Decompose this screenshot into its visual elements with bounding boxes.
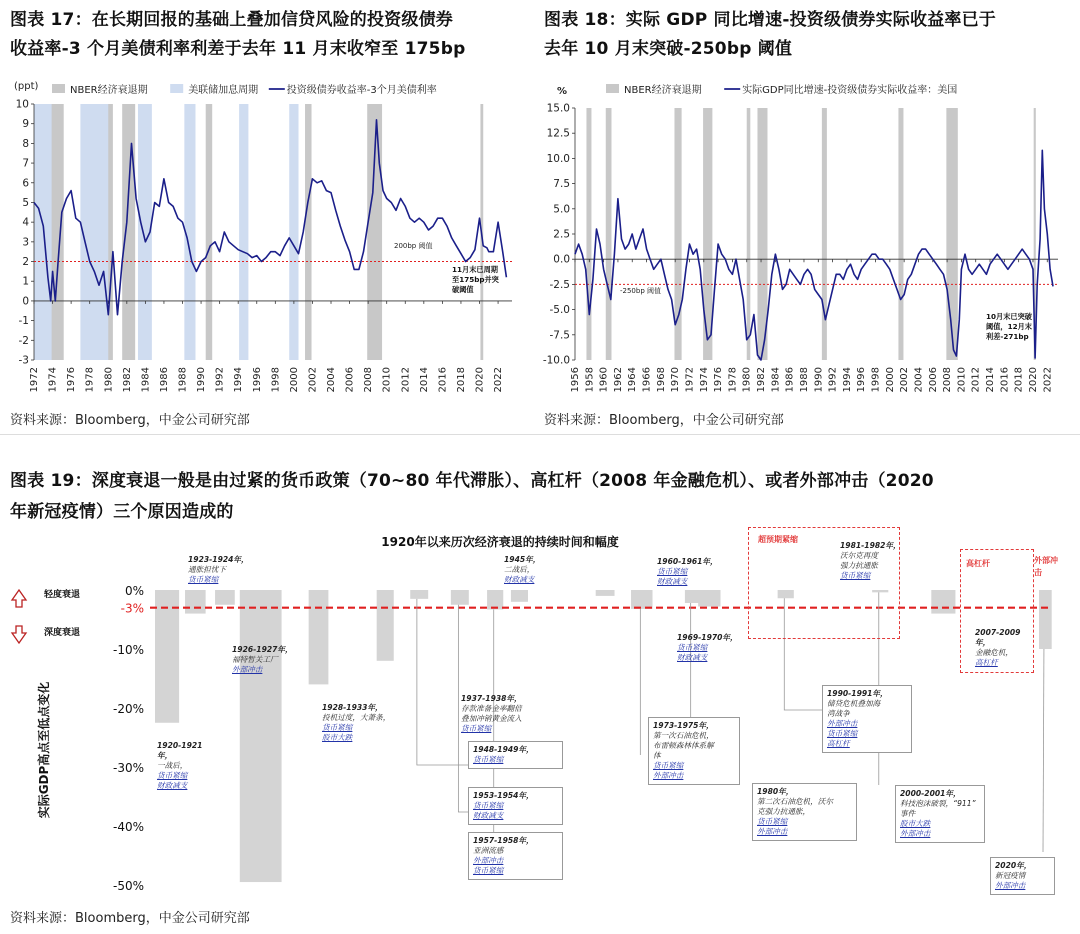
x-tick-label: 1978 — [84, 367, 96, 393]
legend-deep-label: 深度衰退 — [44, 628, 81, 638]
x-tick-label: 2008 — [942, 367, 954, 393]
y-tick-label: -20% — [112, 702, 144, 716]
y-tick-label: -40% — [112, 820, 144, 834]
x-tick-label: 1994 — [841, 367, 853, 393]
annotation-desc: 克强力抗通胀， — [757, 807, 811, 816]
y-tick-label: 0% — [124, 584, 144, 598]
annotation-7 — [468, 787, 563, 825]
x-tick-label: 2002 — [899, 367, 911, 393]
recession-band-0 — [52, 104, 64, 360]
threshold-label: -3% — [120, 601, 144, 616]
annotation-tag: 货币紧缩 — [461, 724, 492, 733]
annotation-15 — [895, 785, 985, 843]
legend-swatch-0 — [52, 84, 65, 93]
fig19-chart-title: 1920年以来历次经济衰退的持续时间和幅度 — [381, 535, 619, 549]
x-tick-label: 2000 — [288, 367, 300, 393]
y-tick-label: 10 — [15, 98, 29, 111]
recession-band-7 — [898, 108, 903, 360]
group-label-1: 高杠杆 — [966, 559, 990, 568]
group-label-2: 外部冲击 — [1034, 556, 1058, 577]
fig18-source: 资料来源：Bloomberg，中金公司研究部 — [544, 413, 784, 428]
legend-label-0: NBER经济衰退期 — [624, 85, 702, 96]
end-annotation-line: 至175bp并突 — [452, 275, 499, 284]
y-tick-label: -30% — [112, 761, 144, 775]
x-tick-label: 1976 — [66, 367, 78, 393]
y-tick-label: -7.5 — [549, 329, 570, 342]
annotation-period: 1948-1949年， — [473, 745, 534, 754]
y-tick-label: 5.0 — [553, 203, 570, 216]
x-tick-label: 1996 — [251, 367, 263, 393]
x-tick-label: 2010 — [956, 367, 968, 393]
x-tick-label: 1988 — [177, 367, 189, 393]
y-tick-label: 4 — [22, 216, 29, 229]
y-tick-label: -3 — [18, 354, 29, 367]
annotation-tag: 外部冲击 — [232, 665, 263, 674]
x-tick-label: 2014 — [418, 367, 430, 393]
annotation-5 — [504, 555, 559, 585]
annotation-1 — [188, 555, 258, 585]
fig17-chart — [0, 72, 540, 402]
annotation-tag: 股市大跌 — [900, 819, 931, 828]
x-tick-label: 2006 — [927, 367, 939, 393]
threshold-label: -250bp 阈值 — [620, 287, 661, 295]
annotation-tag: 货币紧缩 — [473, 755, 504, 764]
y-tick-label: 2.5 — [553, 228, 570, 241]
y-tick-label: 3 — [22, 236, 29, 249]
unit-label: (ppt) — [14, 81, 39, 92]
end-annotation-line: 阈值，12月末 — [986, 322, 1032, 331]
annotation-desc: 金融危机， — [975, 648, 1013, 657]
annotation-4 — [461, 694, 561, 734]
recession-band-2 — [122, 104, 135, 360]
annotation-desc: 强力抗通胀 — [840, 561, 878, 570]
unit-label: % — [557, 86, 568, 97]
end-annotation-line: 破阈值 — [452, 285, 474, 294]
annotation-period: 1973-1975年， — [653, 721, 714, 730]
group-label-0: 超预期紧缩 — [758, 535, 798, 544]
x-tick-label: 1964 — [627, 367, 639, 393]
annotation-period: 1945年， — [504, 555, 541, 564]
y-tick-label: 0.0 — [553, 253, 570, 266]
annotation-desc: 体 — [653, 751, 661, 760]
x-tick-label: 1972 — [684, 367, 696, 393]
annotation-tag: 货币紧缩 — [188, 575, 219, 584]
y-tick-label: -10% — [112, 643, 144, 657]
recession-band-3 — [703, 108, 712, 360]
y-tick-label: 5 — [22, 196, 29, 209]
annotation-desc: 第一次石油危机， — [653, 731, 714, 740]
x-tick-label: 1984 — [140, 367, 152, 393]
annotation-tag: 外部冲击 — [827, 719, 858, 728]
annotation-desc: 投机过度，大萧条， — [322, 713, 391, 722]
y-tick-label: 8 — [22, 137, 29, 150]
annotation-desc: 叠加冲销黄金流入 — [461, 714, 522, 723]
recession-band-1 — [108, 104, 113, 360]
annotation-2 — [232, 645, 302, 675]
x-tick-label: 1984 — [770, 367, 782, 393]
x-tick-label: 1982 — [121, 367, 133, 393]
annotation-desc: 一战后， — [157, 761, 188, 770]
annotation-tag: 货币紧缩 — [827, 729, 858, 738]
annotation-tag: 货币紧缩 — [840, 571, 871, 580]
annotation-desc: 第二次石油危机，沃尔 — [757, 797, 833, 806]
fig17-source: 资料来源：Bloomberg，中金公司研究部 — [10, 413, 250, 428]
x-tick-label: 2016 — [999, 367, 1011, 393]
annotation-tag: 股市大跌 — [322, 733, 353, 742]
annotation-6 — [468, 741, 563, 769]
annotation-period: 1981-1982年， — [840, 541, 901, 550]
end-annotation-line: 利差-271bp — [986, 332, 1029, 341]
annotation-period: 1980年， — [757, 787, 794, 796]
y-tick-label: 2 — [22, 256, 29, 269]
recession-band-4 — [305, 104, 311, 360]
annotation-10 — [677, 633, 752, 663]
fig18-title-line2: 去年 10 月末突破-250bp 阈值 — [544, 39, 793, 59]
annotation-tag: 货币紧缩 — [322, 723, 353, 732]
y-tick-label: 10.0 — [546, 152, 570, 165]
x-tick-label: 1962 — [612, 367, 624, 393]
x-tick-label: 1992 — [827, 367, 839, 393]
x-tick-label: 2014 — [985, 367, 997, 393]
y-tick-label: 15.0 — [546, 102, 570, 115]
annotation-period: 2020年， — [995, 861, 1032, 870]
x-tick-label: 2012 — [970, 367, 982, 393]
hiking-band-5 — [289, 104, 298, 360]
annotation-tag: 货币紧缩 — [653, 761, 684, 770]
x-tick-label: 1966 — [641, 367, 653, 393]
annotation-tag: 财政减支 — [473, 811, 504, 820]
annotation-14 — [822, 685, 912, 753]
x-tick-label: 1982 — [756, 367, 768, 393]
x-tick-label: 2004 — [326, 367, 338, 393]
annotation-desc: 事件 — [900, 809, 916, 818]
x-tick-label: 1988 — [798, 367, 810, 393]
legend-label-1: 美联储加息周期 — [188, 85, 259, 96]
series-line — [575, 150, 1053, 360]
annotation-period: 2007-2009年， — [975, 628, 1021, 647]
annotation-period: 1960-1961年， — [657, 557, 718, 566]
annotation-tag: 货币紧缩 — [757, 817, 788, 826]
x-tick-label: 1974 — [47, 367, 59, 393]
annotation-17 — [990, 857, 1055, 895]
y-tick-label: 7 — [22, 157, 29, 170]
annotation-period: 2000-2001年， — [900, 789, 961, 798]
divider — [0, 434, 1080, 435]
y-tick-label: -2 — [18, 334, 29, 347]
x-tick-label: 1980 — [103, 367, 115, 393]
x-tick-label: 1968 — [655, 367, 667, 393]
annotation-desc: 存款准备金率翻倍 — [461, 704, 522, 713]
annotation-period: 1920-1921年， — [157, 741, 203, 760]
annotation-period: 1969-1970年， — [677, 633, 738, 642]
annotation-tag: 财政减支 — [677, 653, 708, 662]
legend-mild-label: 轻度衰退 — [44, 590, 81, 600]
annotation-period: 1957-1958年， — [473, 836, 534, 845]
x-tick-label: 1978 — [727, 367, 739, 393]
x-tick-label: 1998 — [270, 367, 282, 393]
fig19-annotations — [0, 525, 1080, 900]
recession-band-4 — [747, 108, 751, 360]
recession-band-6 — [822, 108, 827, 360]
fig18-chart — [540, 72, 1080, 402]
threshold-label: 200bp 阈值 — [394, 242, 433, 250]
annotation-period: 1937-1938年， — [461, 694, 522, 703]
x-tick-label: 1990 — [196, 367, 208, 393]
y-tick-label: -5.0 — [549, 304, 570, 317]
x-tick-label: 1986 — [158, 367, 170, 393]
end-annotation-line: 10月末已突破 — [986, 312, 1032, 321]
x-tick-label: 1974 — [698, 367, 710, 393]
legend-swatch-1 — [170, 84, 183, 93]
y-tick-label: 6 — [22, 177, 29, 190]
annotation-desc: 通胀担忧下 — [188, 565, 226, 574]
x-tick-label: 1994 — [233, 367, 245, 393]
annotation-desc: 亚洲流感 — [473, 846, 504, 855]
x-tick-label: 1980 — [741, 367, 753, 393]
x-tick-label: 1992 — [214, 367, 226, 393]
y-tick-label: 12.5 — [546, 127, 570, 140]
y-tick-label: 9 — [22, 118, 29, 131]
fig17-title-line1: 图表 17：在长期回报的基础上叠加信贷风险的投资级债券 — [10, 10, 453, 30]
annotation-tag: 财政减支 — [157, 781, 188, 790]
annotation-period: 1928-1933年， — [322, 703, 383, 712]
annotation-period: 1953-1954年， — [473, 791, 534, 800]
x-tick-label: 1960 — [598, 367, 610, 393]
annotation-desc: 湾战争 — [827, 709, 850, 718]
x-tick-label: 2012 — [400, 367, 412, 393]
annotation-9 — [657, 557, 732, 587]
hiking-band-4 — [239, 104, 248, 360]
x-tick-label: 2022 — [493, 366, 505, 393]
legend-label-1: 实际GDP同比增速-投资级债券实际收益率：美国 — [742, 85, 958, 96]
annotation-desc: 福特暂关工厂 — [232, 655, 278, 664]
x-tick-label: 2010 — [381, 367, 393, 393]
x-tick-label: 2004 — [913, 367, 925, 393]
x-tick-label: 1998 — [870, 367, 882, 393]
recession-band-0 — [586, 108, 591, 360]
annotation-tag: 财政减支 — [657, 577, 688, 586]
fig19-source: 资料来源：Bloomberg，中金公司研究部 — [10, 911, 250, 926]
x-tick-label: 2018 — [455, 367, 467, 393]
y-tick-label: 0 — [22, 295, 29, 308]
x-tick-label: 2022 — [1042, 367, 1054, 393]
legend-swatch-0 — [606, 84, 619, 93]
annotation-3 — [322, 703, 422, 743]
annotation-desc: 新冠疫情 — [995, 871, 1026, 880]
fig17-title-line2: 收益率-3 个月美债利率利差于去年 11 月末收窄至 175bp — [10, 39, 466, 59]
annotation-tag: 财政减支 — [504, 575, 535, 584]
annotation-tag: 货币紧缩 — [657, 567, 688, 576]
annotation-period: 1990-1991年， — [827, 689, 888, 698]
annotation-period: 1923-1924年， — [188, 555, 249, 564]
annotation-desc: 二战后， — [504, 565, 535, 574]
annotation-0 — [157, 741, 217, 791]
x-tick-label: 2016 — [437, 367, 449, 393]
x-tick-label: 1972 — [29, 367, 40, 393]
x-tick-label: 2020 — [474, 367, 486, 393]
annotation-desc: 沃尔克再度 — [840, 551, 878, 560]
annotation-tag: 货币紧缩 — [473, 801, 504, 810]
legend-label-0: NBER经济衰退期 — [70, 85, 148, 96]
annotation-12 — [752, 783, 857, 841]
legend-label-2: 投资级债券收益率-3个月美债利率 — [286, 85, 437, 96]
end-annotation-line: 11月末已周期 — [452, 265, 498, 274]
x-tick-label: 2020 — [1027, 367, 1039, 393]
x-tick-label: 2006 — [344, 367, 356, 393]
y-tick-label: 7.5 — [553, 178, 570, 191]
fig19-title-line2: 年新冠疫情）三个原因造成的 — [10, 502, 234, 522]
x-tick-label: 1958 — [584, 367, 596, 393]
x-tick-label: 1990 — [813, 367, 825, 393]
y-tick-label: -10.0 — [542, 354, 570, 367]
annotation-tag: 外部冲击 — [473, 856, 504, 865]
x-tick-label: 1956 — [570, 367, 581, 393]
x-tick-label: 2018 — [1013, 367, 1025, 393]
recession-band-1 — [606, 108, 612, 360]
annotation-tag: 货币紧缩 — [677, 643, 708, 652]
x-tick-label: 2008 — [363, 367, 375, 393]
x-tick-label: 1970 — [670, 367, 682, 393]
y-tick-label: 1 — [22, 275, 29, 288]
x-tick-label: 2000 — [884, 367, 896, 393]
annotation-desc: 布雷顿森林体系解 — [653, 741, 714, 750]
annotation-tag: 外部冲击 — [995, 881, 1026, 890]
x-tick-label: 2002 — [307, 367, 319, 393]
y-axis-label: 实际GDP高点至低点变化 — [37, 681, 51, 819]
y-tick-label: -50% — [112, 879, 144, 893]
recession-band-8 — [946, 108, 957, 360]
annotation-tag: 货币紧缩 — [157, 771, 188, 780]
annotation-tag: 外部冲击 — [757, 827, 788, 836]
x-tick-label: 1976 — [713, 367, 725, 393]
annotation-tag: 货币紧缩 — [473, 866, 504, 875]
x-tick-label: 1986 — [784, 367, 796, 393]
fig19-title-line1: 图表 19：深度衰退一般是由过紧的货币政策（70~80 年代滞胀）、高杠杆（2008 年金融危机）、或者外部冲击（2020 — [10, 471, 934, 491]
hiking-band-1 — [80, 104, 111, 360]
annotation-tag: 外部冲击 — [900, 829, 931, 838]
y-tick-label: -1 — [18, 315, 29, 328]
annotation-8 — [468, 832, 563, 880]
annotation-desc: 科技泡沫破裂，“911” — [900, 799, 976, 808]
x-tick-label: 1996 — [856, 367, 868, 393]
fig18-title-line1: 图表 18：实际 GDP 同比增速-投资级债券实际收益率已于 — [544, 10, 996, 30]
annotation-period: 1926-1927年， — [232, 645, 293, 654]
annotation-tag: 高杠杆 — [975, 658, 998, 667]
recession-band-3 — [206, 104, 212, 360]
annotation-desc: 储贷危机叠加海 — [827, 699, 881, 708]
annotation-tag: 外部冲击 — [653, 771, 684, 780]
annotation-11 — [648, 717, 740, 785]
annotation-tag: 高杠杆 — [827, 739, 850, 748]
y-tick-label: -2.5 — [549, 278, 570, 291]
